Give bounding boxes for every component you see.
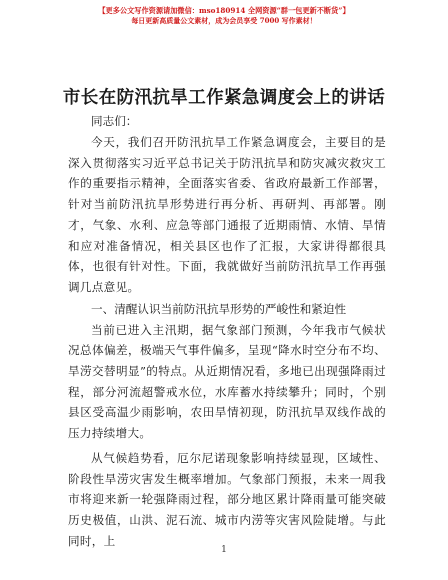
greeting: 同志们： (91, 114, 138, 128)
banner-line-1: 【更多公文写作资源请加微信：mso180914 全网资源“群一包更新不断货”】 (98, 6, 350, 15)
page-number: 1 (221, 545, 227, 555)
promo-banner (0, 6, 448, 26)
body-paragraph-intro: 今天，我们召开防汛抗旱工作紧急调度会，主要目的是深入贯彻落实习近平总书记关于防汛抗旱和防灾减灾救灾工作的重要指示精神，全面落实省委、省政府最新工作部署，针对当前防汛抗旱形势进行再分析、再研判、再部署。刚才，气象、水利、应急等部门通报了近期雨情、水情、旱情和应对准备情况，相关县区也作了汇报，大家讲得都很具体，也很有针对性。下面，我就做好当前防汛抗旱工作再强调几点意见。 (68, 135, 386, 294)
section-heading-1: 一、清醒认识当前防汛抗旱形势的严峻性和紧迫性 (91, 301, 347, 316)
body-paragraph-situation: 当前已进入主汛期，据气象部门预测，今年我市气候状况总体偏差，极端天气事件偏多，呈现“降水时空分布不均、旱涝交替明显”的特点。从近期情况看，多地已出现强降雨过程，部分河流超警戒水位，水库蓄水持续攀升；同时，个别县区受高温少雨影响，农田旱情初现，防汛抗旱双线作战的压力持续增大。 (68, 322, 386, 441)
document-title: 市长在防汛抗旱工作紧急调度会上的讲话 (62, 88, 386, 108)
document-body (68, 110, 386, 551)
body-paragraph-climate: 从气候趋势看，厄尔尼诺现象影响持续显现，区域性、阶段性旱涝灾害发生概率增加。气象部门预报，未来一周我市将迎来新一轮强降雨过程，部分地区累计降雨量可能突破历史极值，山洪、泥石流、城市内涝等灾害风险陡增。与此同时，上 (68, 450, 386, 548)
banner-line-2: 每日更新高质量公文素材，成为会员享受 7000 写作素材！ (131, 16, 317, 25)
